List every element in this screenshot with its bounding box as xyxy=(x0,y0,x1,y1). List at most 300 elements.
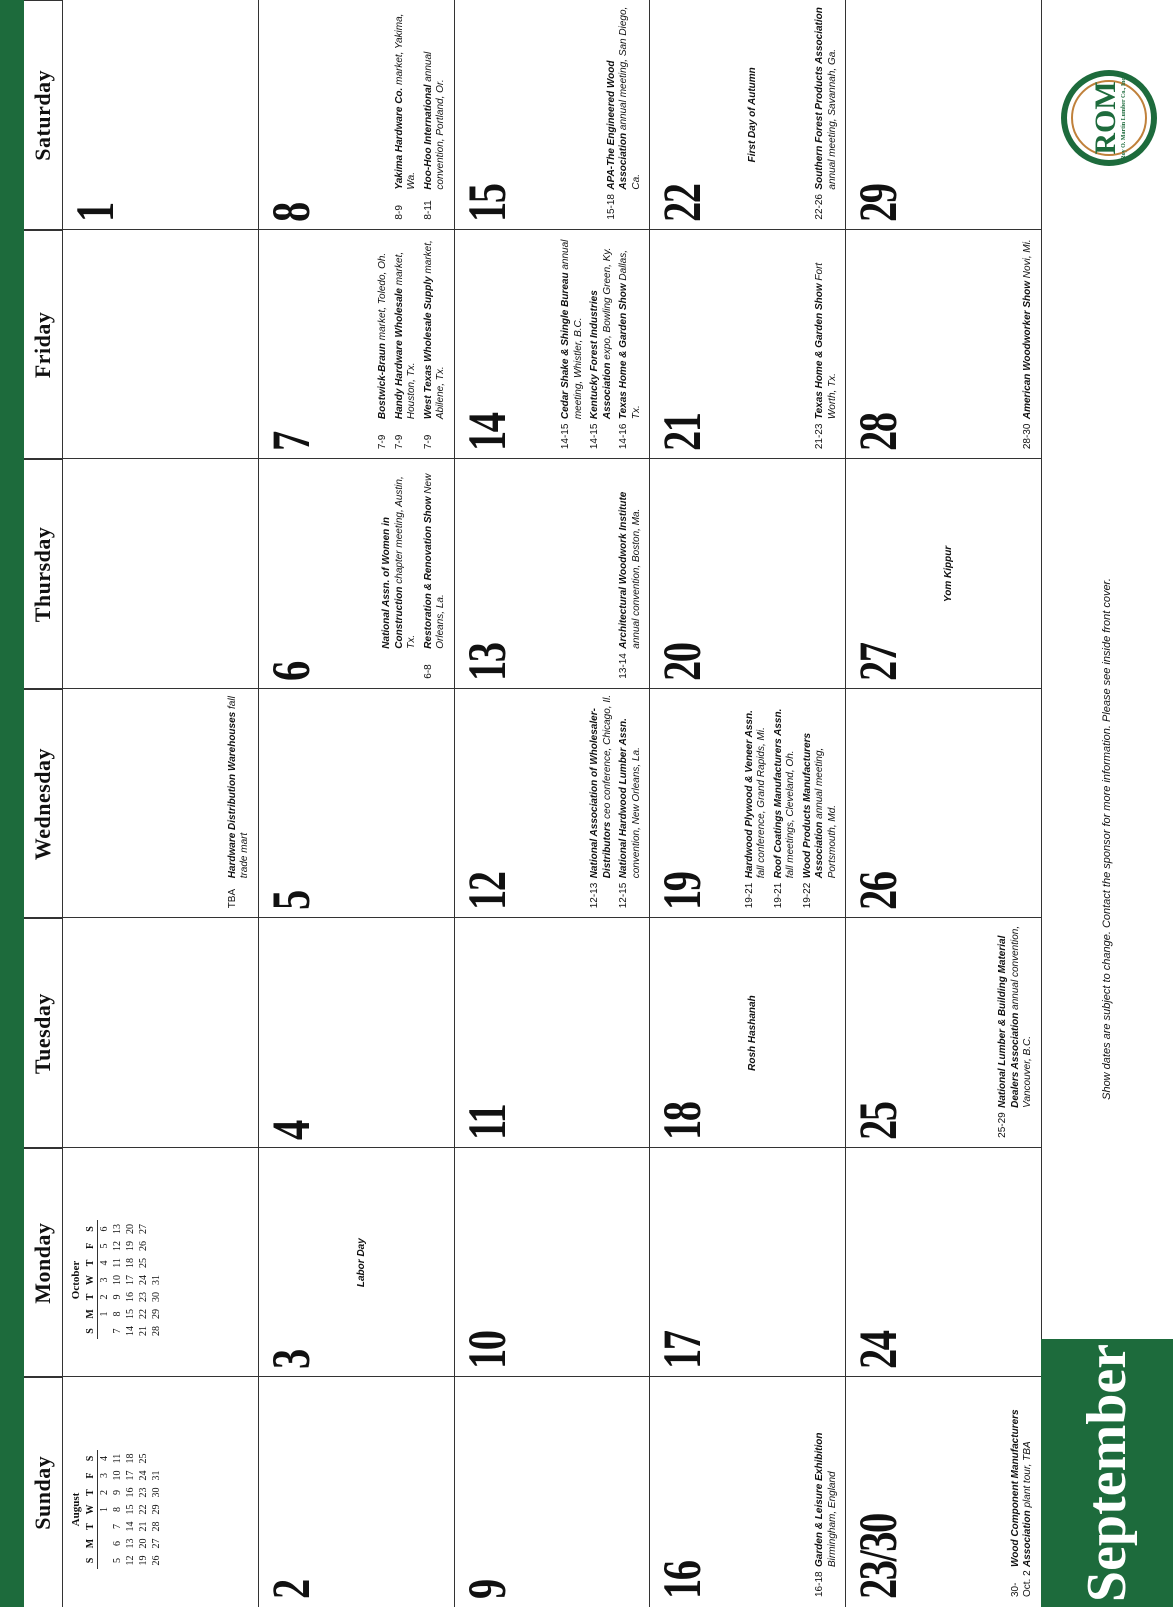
mini-weekday: T xyxy=(84,1254,98,1271)
mini-day: 2 xyxy=(99,1294,110,1300)
event-dates: 14-16 xyxy=(618,423,630,450)
day-cell xyxy=(649,918,845,1148)
event-text xyxy=(997,924,1035,1108)
event-dates: 13-14 xyxy=(618,653,630,679)
mini-day: 21 xyxy=(138,1521,149,1532)
day-cell xyxy=(454,689,650,919)
mini-day: 16 xyxy=(125,1487,136,1498)
event-list xyxy=(390,6,448,220)
event-name: Kentucky Forest Industries Association xyxy=(589,290,613,420)
event-name: Wood Products Manufacturers Association xyxy=(801,732,826,879)
event-dates: 14-15 xyxy=(589,423,601,450)
mini-day: 8 xyxy=(112,1311,123,1317)
event-item xyxy=(1022,236,1035,450)
footer-note xyxy=(1041,339,1173,1339)
event-list xyxy=(810,6,839,220)
event-text xyxy=(1022,236,1035,420)
event-name: Garden & Leisure Exhibition xyxy=(814,1432,826,1567)
day-cell xyxy=(845,459,1041,689)
mini-day xyxy=(98,1518,112,1535)
mini-day: 26 xyxy=(151,1555,162,1566)
event-name: Wood Component Manufacturers Association xyxy=(1009,1409,1034,1567)
event-list xyxy=(556,236,643,450)
event-item xyxy=(589,695,614,909)
mini-day: 13 xyxy=(112,1223,123,1234)
mini-calendar-table xyxy=(84,1450,163,1569)
mini-day: 25 xyxy=(138,1257,149,1268)
event-desc: Birmingham, England xyxy=(826,1471,838,1567)
day-cell xyxy=(258,1377,454,1607)
event-dates: 16-18 xyxy=(814,1571,826,1597)
mini-day: 30 xyxy=(151,1291,162,1302)
mini-day: 13 xyxy=(125,1538,136,1549)
mini-day: 7 xyxy=(112,1328,123,1334)
mini-day: 24 xyxy=(138,1470,149,1481)
event-item xyxy=(618,236,643,450)
mini-day: 12 xyxy=(125,1555,136,1566)
mini-day: 14 xyxy=(125,1521,136,1532)
event-item xyxy=(814,6,839,220)
mini-day: 14 xyxy=(125,1325,136,1336)
mini-day: 12 xyxy=(112,1240,123,1251)
day-cell xyxy=(649,1377,845,1607)
day-number: 8 xyxy=(260,202,321,222)
mini-day: 17 xyxy=(125,1470,136,1481)
mini-day: 3 xyxy=(99,1277,110,1283)
mini-weekday: S xyxy=(84,1220,98,1237)
mini-day: 28 xyxy=(151,1521,162,1532)
event-desc: expo, Bowling Green, Ky. xyxy=(601,247,613,360)
event-name: West Texas Wholesale Supply xyxy=(422,276,434,420)
mini-day: 15 xyxy=(125,1504,136,1515)
day-cell xyxy=(258,0,454,230)
event-item xyxy=(1010,1383,1035,1597)
event-desc: market, Toledo, Oh. xyxy=(377,252,389,341)
event-dates: 22-26 xyxy=(814,194,826,220)
event-item xyxy=(381,465,419,679)
event-name: National Hardwood Lumber Assn. xyxy=(618,718,630,879)
mini-day: 8 xyxy=(112,1507,123,1512)
event-text xyxy=(773,695,798,879)
day-cell xyxy=(649,230,845,460)
weekday-header: Wednesday xyxy=(24,689,62,919)
event-desc: convention, New Orleans, La. xyxy=(630,747,642,879)
day-number: 1 xyxy=(65,202,125,222)
day-cell xyxy=(845,1148,1041,1378)
event-list xyxy=(740,695,840,909)
event-name: Architectural Woodwork Institute xyxy=(618,491,630,649)
weekday-header: Monday xyxy=(24,1148,62,1378)
event-item xyxy=(618,695,643,909)
mini-weekday: S xyxy=(84,1450,98,1467)
mini-day: 10 xyxy=(112,1274,123,1285)
event-list xyxy=(585,695,643,909)
event-text xyxy=(381,465,419,649)
event-list xyxy=(377,465,448,679)
mini-weekday: S xyxy=(84,1552,98,1569)
mini-day: 29 xyxy=(151,1308,162,1319)
event-text xyxy=(814,6,839,190)
month-title: September xyxy=(1076,1343,1138,1603)
event-list xyxy=(993,924,1035,1138)
event-name: Handy Hardware Wholesale xyxy=(393,288,405,420)
event-item xyxy=(606,6,644,220)
event-desc: fall meetings, Cleveland, Oh. xyxy=(785,750,797,879)
day-number: 28 xyxy=(848,413,909,452)
day-cell xyxy=(454,1377,650,1607)
mini-day: 1 xyxy=(99,1311,110,1317)
weekday-header: Friday xyxy=(24,230,62,460)
mini-day: 9 xyxy=(112,1294,123,1300)
logo-letters: ROM xyxy=(1089,81,1122,155)
holiday-label: Yom Kippur xyxy=(943,545,955,603)
day-cell xyxy=(845,918,1041,1148)
day-number: 20 xyxy=(652,643,713,681)
event-text xyxy=(606,6,644,190)
day-cell xyxy=(258,230,454,460)
mini-day: 22 xyxy=(138,1504,149,1515)
mini-day: 31 xyxy=(151,1470,162,1481)
day-number: 15 xyxy=(456,184,517,222)
mini-day: 20 xyxy=(125,1223,136,1234)
mini-day: 11 xyxy=(112,1453,123,1464)
day-cell xyxy=(845,0,1041,230)
day-number: 24 xyxy=(848,1331,909,1370)
event-text xyxy=(618,695,643,879)
event-text xyxy=(423,6,448,190)
day-cell xyxy=(454,1148,650,1378)
day-cell xyxy=(258,1148,454,1378)
mini-day: 23 xyxy=(138,1291,149,1302)
mini-day xyxy=(150,1220,163,1237)
mini-weekday: T xyxy=(84,1288,98,1305)
event-item xyxy=(997,924,1035,1138)
event-name: Texas Home & Garden Show xyxy=(814,283,826,420)
mini-day: 4 xyxy=(99,1456,110,1461)
mini-day: 27 xyxy=(138,1223,149,1234)
day-number: 14 xyxy=(456,413,517,452)
event-dates: 12-15 xyxy=(618,882,630,909)
day-number: 19 xyxy=(652,872,713,911)
day-number: 3 xyxy=(260,1350,321,1370)
day-cell xyxy=(845,1377,1041,1607)
event-text xyxy=(744,695,769,879)
event-item xyxy=(802,695,840,909)
mini-calendar-title: August xyxy=(70,1492,82,1527)
day-cell xyxy=(62,459,258,689)
event-item xyxy=(814,236,839,450)
day-cell xyxy=(649,0,845,230)
day-cell xyxy=(845,689,1041,919)
event-desc: annual meeting, Savannah, Ga. xyxy=(826,48,838,190)
mini-day: 23 xyxy=(138,1487,149,1498)
event-desc: chapter meeting, Austin, Tx. xyxy=(393,476,418,649)
mini-weekday: W xyxy=(84,1271,98,1288)
mini-day: 18 xyxy=(125,1257,136,1268)
event-dates: 7-9 xyxy=(393,434,405,450)
event-desc: plant tour, TBA xyxy=(1022,1441,1034,1508)
day-number: 7 xyxy=(260,432,321,452)
day-cell xyxy=(454,230,650,460)
mini-day: 11 xyxy=(112,1258,123,1268)
day-cell xyxy=(258,459,454,689)
event-name: Bostwick-Braun xyxy=(377,343,389,420)
event-desc: market, Abilene, Tx. xyxy=(422,240,447,420)
event-text xyxy=(394,236,419,420)
event-text xyxy=(618,236,643,420)
event-item xyxy=(618,465,643,679)
event-text xyxy=(1010,1383,1035,1567)
event-text xyxy=(618,465,643,649)
rom-logo xyxy=(1061,70,1157,166)
mini-weekday: F xyxy=(84,1237,98,1254)
event-dates: 15-18 xyxy=(605,194,617,220)
event-dates: 8-11 xyxy=(422,200,434,220)
day-number: 23/30 xyxy=(848,1514,909,1599)
day-number: 26 xyxy=(848,872,909,911)
day-number: 9 xyxy=(456,1580,517,1599)
event-desc: annual convention, Vancouver, B.C. xyxy=(1009,925,1034,1108)
day-number: 2 xyxy=(260,1580,321,1599)
mini-day: 7 xyxy=(112,1524,123,1529)
event-list xyxy=(810,1383,839,1597)
event-desc: annual meeting, Portsmouth, Md. xyxy=(814,747,838,879)
event-desc: Fort Worth, Tx. xyxy=(814,262,838,420)
event-text xyxy=(802,695,840,879)
mini-day: 24 xyxy=(138,1274,149,1285)
event-dates: 7-9 xyxy=(422,434,434,450)
mini-day: 25 xyxy=(138,1453,149,1464)
mini-day: 5 xyxy=(112,1558,123,1563)
day-number: 5 xyxy=(260,891,321,911)
mini-day xyxy=(150,1450,163,1467)
event-name: Cedar Shake & Shingle Bureau xyxy=(560,272,572,420)
event-item xyxy=(744,695,769,909)
mini-weekday: T xyxy=(84,1484,98,1501)
day-number: 29 xyxy=(848,184,909,222)
event-name: APA-The Engineered Wood Association xyxy=(605,60,630,190)
event-item xyxy=(227,695,252,909)
weekday-header: Tuesday xyxy=(24,918,62,1148)
event-item xyxy=(589,236,614,450)
mini-day xyxy=(98,1322,112,1339)
event-desc: annual meeting, Whistler, B.C. xyxy=(560,239,584,420)
mini-day xyxy=(98,1535,112,1552)
mini-day: 19 xyxy=(138,1555,149,1566)
event-text xyxy=(814,1383,839,1567)
event-dates: 19-22 xyxy=(801,882,813,909)
mini-day: 1 xyxy=(99,1507,110,1512)
day-cell xyxy=(454,918,650,1148)
event-text xyxy=(423,465,448,649)
month-banner xyxy=(1041,1339,1173,1607)
mini-weekday: F xyxy=(84,1467,98,1484)
day-number: 25 xyxy=(848,1102,909,1140)
mini-weekday: W xyxy=(84,1501,98,1518)
event-text xyxy=(394,6,419,190)
holiday-label: First Day of Autumn xyxy=(747,67,759,163)
event-desc: ceo conference, Chicago, Il. xyxy=(601,694,613,819)
event-name: National Lumber & Building Material Dealers Association xyxy=(997,935,1021,1108)
event-dates: 14-15 xyxy=(560,423,572,450)
event-item xyxy=(423,6,448,220)
day-cell xyxy=(845,230,1041,460)
mini-day: 10 xyxy=(112,1470,123,1481)
weekday-header: Saturday xyxy=(24,0,62,230)
mini-day: 6 xyxy=(112,1541,123,1546)
mini-day: 20 xyxy=(138,1538,149,1549)
day-cell xyxy=(649,1148,845,1378)
mini-day: 15 xyxy=(125,1308,136,1319)
day-cell xyxy=(62,0,258,230)
event-dates: 25-29 xyxy=(997,1112,1009,1138)
day-number: 27 xyxy=(848,643,909,681)
day-number: 4 xyxy=(260,1121,321,1140)
day-cell xyxy=(454,459,650,689)
mini-day xyxy=(150,1254,163,1271)
header-band xyxy=(0,0,24,1607)
mini-day: 18 xyxy=(125,1453,136,1464)
mini-day: 30 xyxy=(151,1487,162,1498)
event-item xyxy=(773,695,798,909)
event-text xyxy=(423,236,448,420)
event-item xyxy=(394,236,419,450)
weekday-header: Sunday xyxy=(24,1377,62,1607)
event-item xyxy=(423,465,448,679)
mini-day: 2 xyxy=(99,1490,110,1495)
event-desc: New Orleans, La. xyxy=(422,473,447,649)
mini-weekday: S xyxy=(84,1322,98,1339)
event-name: Yakima Hardware Co. xyxy=(393,87,405,190)
weekday-header: Thursday xyxy=(24,459,62,689)
event-desc: annual convention, Portland, Or. xyxy=(422,51,447,190)
event-item xyxy=(560,236,585,450)
event-desc: Dallas, Tx. xyxy=(618,250,642,420)
day-cell xyxy=(649,689,845,919)
mini-calendar xyxy=(70,1450,163,1569)
mini-weekday: T xyxy=(84,1518,98,1535)
event-text xyxy=(814,236,839,420)
event-list xyxy=(223,695,252,909)
event-item xyxy=(377,236,390,450)
day-number: 16 xyxy=(652,1561,713,1599)
mini-day: 31 xyxy=(151,1274,162,1285)
logo-tagline: Roy O. Martin Lumber Co., Inc. xyxy=(1121,76,1127,160)
event-desc: annual convention, Boston, Ma. xyxy=(630,508,642,649)
event-text xyxy=(589,236,614,420)
day-number: 12 xyxy=(456,872,517,911)
mini-day: 4 xyxy=(99,1260,110,1266)
mini-day: 9 xyxy=(112,1490,123,1495)
event-name: Roof Coatings Manufacturers Assn. xyxy=(772,708,784,879)
event-item xyxy=(423,236,448,450)
logo-text xyxy=(1061,70,1157,166)
event-list xyxy=(614,465,643,679)
mini-day: 26 xyxy=(138,1240,149,1251)
event-dates: 7-9 xyxy=(377,434,389,450)
day-cell xyxy=(62,689,258,919)
mini-calendar-title: October xyxy=(70,1260,82,1300)
event-name: Hardware Distribution Warehouses xyxy=(226,711,238,879)
event-desc: fall conference, Grand Rapids, Mi. xyxy=(756,727,768,879)
event-name: Texas Home & Garden Show xyxy=(618,283,630,420)
event-dates xyxy=(381,649,419,679)
mini-day: 22 xyxy=(138,1308,149,1319)
event-dates: 8-9 xyxy=(393,205,405,220)
day-cell xyxy=(62,230,258,460)
day-cell xyxy=(454,0,650,230)
event-dates: 28-30 xyxy=(1022,423,1034,450)
event-item xyxy=(394,6,419,220)
event-list xyxy=(1006,1383,1035,1597)
day-number: 21 xyxy=(652,413,713,452)
event-list xyxy=(602,6,644,220)
event-dates: 12-13 xyxy=(589,882,601,909)
event-dates: 19-21 xyxy=(743,882,755,909)
event-desc: market, Houston, Tx. xyxy=(393,251,418,420)
mini-weekday: M xyxy=(84,1535,98,1552)
mini-calendar xyxy=(70,1220,163,1339)
mini-day: 27 xyxy=(151,1538,162,1549)
mini-day: 28 xyxy=(151,1325,162,1336)
event-dates: 19-21 xyxy=(772,882,784,909)
day-number: 13 xyxy=(456,643,517,681)
mini-day: 3 xyxy=(99,1473,110,1478)
day-cell xyxy=(258,689,454,919)
day-cell xyxy=(649,459,845,689)
event-name: Hoo-Hoo International xyxy=(422,84,434,190)
day-number: 6 xyxy=(260,661,321,681)
day-number: 11 xyxy=(456,1104,517,1140)
event-name: Restoration & Renovation Show xyxy=(422,496,434,649)
event-text xyxy=(227,695,252,879)
event-dates: 21-23 xyxy=(814,423,826,450)
day-cell xyxy=(258,918,454,1148)
mini-calendar-table xyxy=(84,1220,163,1339)
holiday-label: Labor Day xyxy=(355,1238,367,1288)
day-number: 10 xyxy=(456,1331,517,1370)
holiday-label: Rosh Hashanah xyxy=(747,995,759,1071)
event-desc: annual meeting, San Diego, Ca. xyxy=(618,6,642,190)
mini-day: 17 xyxy=(125,1274,136,1285)
day-number: 17 xyxy=(652,1331,713,1370)
mini-day: 16 xyxy=(125,1291,136,1302)
mini-day: 6 xyxy=(99,1226,110,1232)
event-item xyxy=(814,1383,839,1597)
event-name: Southern Forest Products Association xyxy=(814,7,826,190)
mini-day xyxy=(98,1552,112,1569)
event-text xyxy=(377,236,390,420)
mini-day: 19 xyxy=(125,1240,136,1251)
event-desc: Novi, Mi. xyxy=(1022,239,1034,279)
event-text xyxy=(560,236,585,420)
event-dates: 30-Oct. 2 xyxy=(1009,1570,1034,1597)
event-name: National Assn. of Women in Construction xyxy=(381,517,405,649)
event-dates: TBA xyxy=(226,888,238,909)
event-name: Hardwood Plywood & Veneer Assn. xyxy=(743,710,755,879)
day-number: 22 xyxy=(652,184,713,222)
day-number: 18 xyxy=(652,1102,713,1140)
mini-day: 29 xyxy=(151,1504,162,1515)
event-text xyxy=(589,695,614,879)
event-desc: market, Yakima, Wa. xyxy=(393,13,418,190)
day-cell xyxy=(62,918,258,1148)
mini-weekday: M xyxy=(84,1305,98,1322)
event-list xyxy=(373,236,448,450)
event-list xyxy=(1018,236,1035,450)
event-list xyxy=(810,236,839,450)
event-dates: 6-8 xyxy=(422,664,434,679)
